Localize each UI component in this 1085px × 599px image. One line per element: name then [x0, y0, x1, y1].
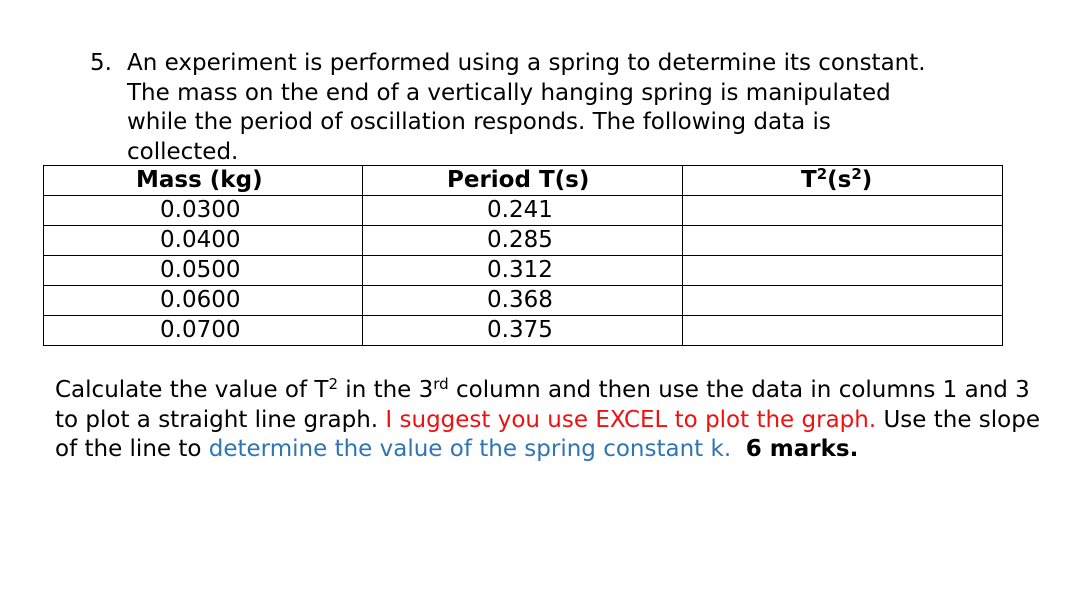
cell-period: 0.368 [363, 286, 683, 316]
header-t2-sup: 2 [816, 165, 828, 183]
table-row [44, 256, 1003, 286]
header-t2-unit-sup: 2 [851, 165, 862, 183]
spring-constant-task: determine the value of the spring constant k. [208, 436, 732, 462]
table-row [44, 316, 1003, 346]
question-text [127, 49, 990, 167]
cell-mass: 0.0500 [44, 256, 363, 286]
header-mass: Mass (kg) [44, 166, 363, 196]
cell-mass: 0.0600 [44, 286, 363, 316]
cell-t-squared[interactable] [683, 196, 1003, 226]
data-table [43, 165, 1003, 346]
cell-t-squared[interactable] [683, 316, 1003, 346]
header-period: Period T(s) [363, 166, 683, 196]
cell-period: 0.375 [363, 316, 683, 346]
header-t2-unit-open: (s [827, 167, 852, 193]
cell-t-squared[interactable] [683, 256, 1003, 286]
cell-period: 0.312 [363, 256, 683, 286]
instructions-text: in the 3 [338, 377, 434, 403]
instructions-text: Calculate the value of T [55, 377, 329, 403]
cell-mass: 0.0300 [44, 196, 363, 226]
header-t2-base: T [801, 167, 817, 193]
marks-label: 6 marks. [745, 436, 859, 462]
header-t2-unit-close: ) [861, 167, 873, 193]
question-block [90, 49, 990, 167]
instructions-sup-2: 2 [328, 375, 338, 393]
question-number: 5. [90, 50, 112, 76]
instructions-spacer [731, 436, 746, 462]
question-line: while the period of oscillation responds. The following data is [127, 109, 831, 135]
cell-period: 0.241 [363, 196, 683, 226]
table-row [44, 286, 1003, 316]
cell-t-squared[interactable] [683, 226, 1003, 256]
cell-mass: 0.0700 [44, 316, 363, 346]
table-header-row [44, 166, 1003, 196]
cell-period: 0.285 [363, 226, 683, 256]
cell-mass: 0.0400 [44, 226, 363, 256]
question-line: The mass on the end of a vertically hanging spring is manipulated [127, 79, 891, 106]
header-t-squared [683, 166, 1003, 196]
instructions-text: Use the slope of the line to [55, 406, 1040, 462]
question-line: collected. [127, 138, 239, 165]
table-row [44, 226, 1003, 256]
instructions-sup-rd: rd [433, 375, 449, 393]
table-row [44, 196, 1003, 226]
instructions-paragraph [55, 376, 1045, 465]
question-line: An experiment is performed using a spring to determine its constant. [127, 50, 926, 76]
instructions-text: column and then use the data in columns 1 and 3 to plot a straight line graph. [55, 377, 1030, 433]
cell-t-squared[interactable] [683, 286, 1003, 316]
excel-suggestion: I suggest you use EXCEL to plot the graph. [385, 406, 877, 433]
